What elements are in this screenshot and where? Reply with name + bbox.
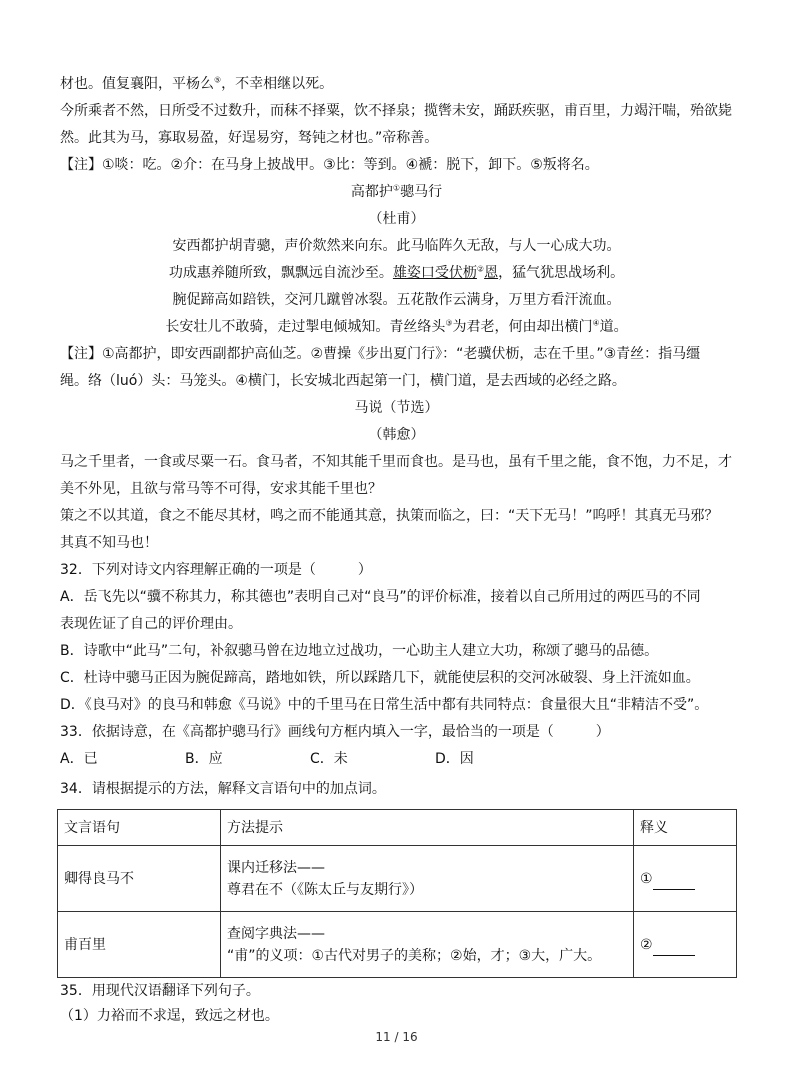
table-cell: 查阅字典法—— “甫”的义项：①古代对男子的美称；②始，才；③大，广大。 xyxy=(221,912,634,978)
option-a-cont: 表现佐证了自己的评价理由。 xyxy=(60,616,242,632)
page-number: 11 / 16 xyxy=(375,1030,418,1044)
answer-blank[interactable] xyxy=(653,941,695,956)
table-header: 文言语句 xyxy=(58,810,221,846)
method-table xyxy=(57,809,737,978)
text-line: 马之千里者，一食或尽粟一石。食马者，不知其能千里而食也。是马也，虽有千里之能，食不饱，力不足，才 xyxy=(60,454,732,470)
table-header: 方法提示 xyxy=(221,810,634,846)
table-row xyxy=(58,912,737,978)
option-d: D．《良马对》的良马和韩愈《马说》中的千里马在日常生活中都有共同特点：食量很大且“非精洁不受”。 xyxy=(60,697,709,713)
text-line: 美不外见，且欲与常马等不可得，安求其能千里也？ xyxy=(60,481,382,497)
poem-title: 高都护①骢马行 xyxy=(350,183,443,200)
poem-line: 腕促蹄高如踣铁，交河几蹴曾冰裂。五花散作云满身，万里方看汗流血。 xyxy=(172,292,621,308)
poem-author: （杜甫） xyxy=(368,211,425,227)
text-line: 其真不知马也！ xyxy=(60,535,158,551)
table-cell: ② xyxy=(634,912,737,978)
table-cell: 课内迁移法—— 尊君在不（《陈太丘与友期行》） xyxy=(221,846,634,912)
question-33-options xyxy=(60,749,740,769)
answer-blank[interactable] xyxy=(653,875,695,890)
underlined-line: 雄姿口受伏枥 xyxy=(392,265,477,281)
section-author: （韩愈） xyxy=(368,427,425,443)
text-line: 材也。值复襄阳，平杨么⑤，不幸相继以死。 xyxy=(60,75,334,92)
option: B．应 xyxy=(185,751,223,767)
section-title: 马说（节选） xyxy=(354,400,439,416)
option: A．已 xyxy=(60,751,98,767)
poem-line: 安西都护胡青骢，声价欻然来向东。此马临阵久无敌，与人一心成大功。 xyxy=(172,238,621,254)
table-cell: ① xyxy=(634,846,737,912)
question-34: 34．请根据提示的方法，解释文言语句中的加点词。 xyxy=(60,781,386,797)
poem-line: 长安壮儿不敢骑，走过掣电倾城知。青丝络头③为君老，何由却出横门④道。 xyxy=(165,318,628,335)
note-line: 【注】①啖：吃。②介：在马身上披战甲。③比：等到。④褫：脱下，卸下。⑤叛将名。 xyxy=(60,157,599,173)
text-line: 策之不以其道，食之不能尽其材，鸣之而不能通其意，执策而临之，曰：“天下无马！”呜呼！其真无马邪？ xyxy=(60,508,719,524)
question-33: 33．依据诗意，在《高都护骢马行》画线句方框内填入一字，最恰当的一项是（ ） xyxy=(60,724,610,740)
table-header-row xyxy=(58,810,737,846)
table-cell: 卿得良马不 xyxy=(58,846,221,912)
option: C．未 xyxy=(310,751,348,767)
table-header: 释义 xyxy=(634,810,737,846)
table-row xyxy=(58,846,737,912)
question-35: 35．用现代汉语翻译下列句子。 xyxy=(60,983,260,999)
question-35-1: （1）力裕而不求逞，致远之材也。 xyxy=(60,1008,279,1024)
option-b: B．诗歌中“此马”二句，补叙骢马曾在边地立过战功，一心助主人建立大功，称颂了骢马的品德。 xyxy=(60,643,659,659)
text-line: 然。此其为马，寡取易盈，好逞易穷，驽钝之材也。”帝称善。 xyxy=(60,130,439,146)
poem-line: 功成惠养随所致，飘飘远自流沙至。雄姿口受伏枥②恩，猛气犹思战场利。 xyxy=(168,264,625,281)
option: D．因 xyxy=(435,751,474,767)
option-a: A．岳飞先以“骥不称其力，称其德也”表明自己对“良马”的评价标准，接着以自己所用过的两匹马的不同 xyxy=(60,589,701,605)
note-line: 【注】①高都护，即安西副都护高仙芝。②曹操《步出夏门行》：“老骥伏枥，志在千里。”③青丝：指马缰 xyxy=(60,346,701,362)
note-line: 绳。络（luó）头：马笼头。④横门，长安城北西起第一门，横门道，是去西域的必经之路。 xyxy=(60,373,626,389)
question-32: 32．下列对诗文内容理解正确的一项是（ ） xyxy=(60,562,372,578)
table-cell: 甫百里 xyxy=(58,912,221,978)
text-line: 今所乘者不然，日所受不过数升，而秣不择粟，饮不择泉；揽辔未安，踊跃疾驱，甫百里，力竭汗喘，殆欲毙 xyxy=(60,103,732,119)
option-c: C．杜诗中骢马正因为腕促蹄高，踏地如铁，所以踩踏几下，就能使层积的交河冰破裂、身上汗流如血。 xyxy=(60,670,700,686)
